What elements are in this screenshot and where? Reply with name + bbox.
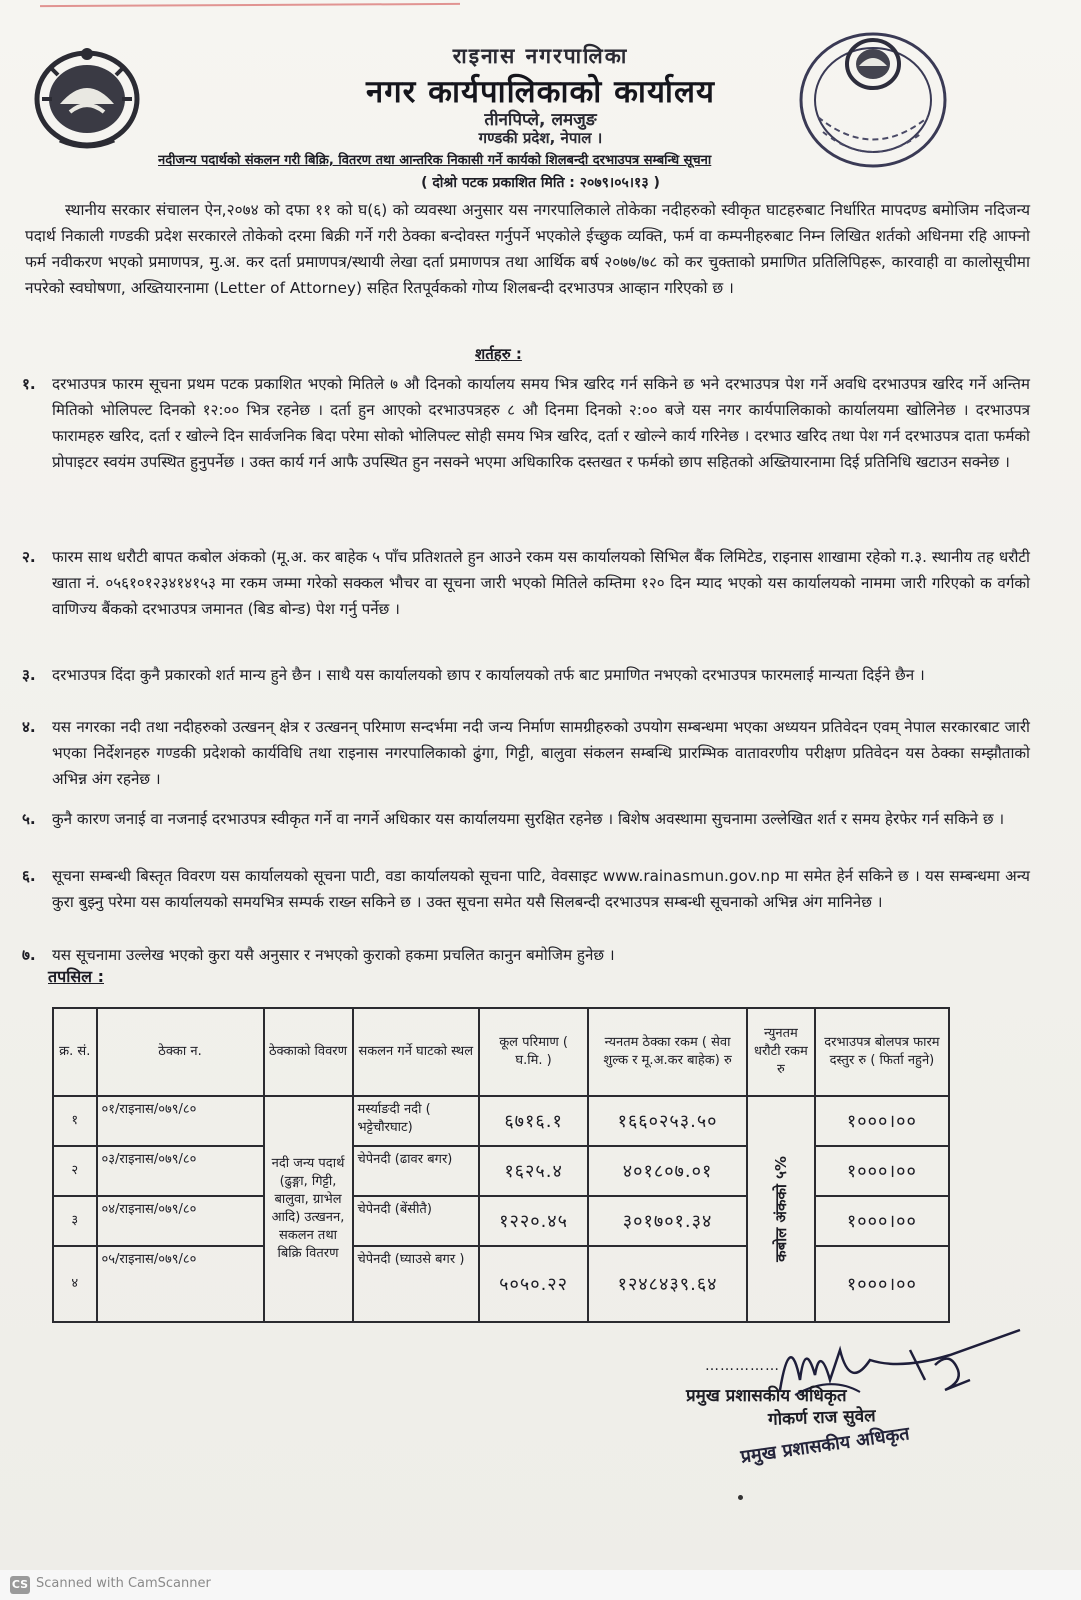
column-header: कूल परिमाण ( घ.मि. ) <box>479 1008 588 1096</box>
volume-cell: ६७१६.१ <box>479 1096 588 1146</box>
serial-cell: ४ <box>53 1246 97 1322</box>
ink-dot <box>738 1495 743 1500</box>
condition-number: ७. <box>22 946 36 964</box>
column-header: क्र. सं. <box>53 1008 97 1096</box>
contract-number-cell: ०१/राइनास/०७९/८० <box>97 1096 264 1146</box>
amount-cell: ३०१७०१.३४ <box>588 1196 747 1246</box>
condition-item <box>22 544 1030 622</box>
volume-cell: १२२०.४५ <box>479 1196 588 1246</box>
condition-number: १. <box>22 375 36 393</box>
table-row <box>53 1096 949 1146</box>
fee-cell: १०००।०० <box>815 1196 949 1246</box>
site-cell: चेपेनदी (बेंसीतै) <box>353 1196 479 1246</box>
deposit-cell <box>747 1096 815 1322</box>
notice-subject: नदीजन्य पदार्थको संकलन गरी बिक्रि, वितरण तथा आन्तरिक निकासी गर्ने कार्यको शिलबन्दी दरभाउपत्र सम्बन्धि सूचना <box>158 153 712 168</box>
signature-dots: …………… <box>705 1358 780 1374</box>
province-name: गण्डकी प्रदेश, नेपाल । <box>478 129 603 147</box>
condition-number: ३. <box>22 666 36 684</box>
condition-item <box>22 714 1030 792</box>
fee-cell: १०००।०० <box>815 1146 949 1196</box>
column-header: दरभाउपत्र बोलपत्र फारम दस्तुर रु ( फिर्ता नहुने) <box>815 1008 949 1096</box>
fee-cell: १०००।०० <box>815 1096 949 1146</box>
signatory-title: प्रमुख प्रशासकीय अधिकृत <box>686 1386 847 1406</box>
intro-paragraph: स्थानीय सरकार संचालन ऐन,२०७४ को दफा ११ को घ(६) को व्यवस्था अनुसार यस नगरपालिकाले तोकेका नदीहरुको स्वीकृत घाटहरुबाट निर्धारित मापदण्ड बमोजिम नदिजन्य पदार्थ निकाली गण्डकी प्रदेश सरकारले तोकेको दरमा बिक्री गर्ने गरी ठेक्का बन्दोवस्त गर्नुपर्ने भएकोले ईच्छुक व्यक्ति, फर्म वा कम्पनीहरुबाट निम्न लिखित शर्तको अधिनमा रहि आफ्नो फर्म नवीकरण भएको प्रमाणपत्र, मु.अ. कर दर्ता प्रमाणपत्र/स्थायी लेखा दर्ता प्रमाणपत्र तथा आर्थिक बर्ष २०७७/७८ को कर चुक्ताको प्रमाणित प्रतिलिपिहरू, कारवाही वा कालोसूचीमा नपरेको स्वघोषणा, अख्तियारनामा (Letter of Attorney) सहित रितपूर्वकको गोप्य शिलबन्दी दरभाउपत्र आव्हान गरिएको छ । <box>25 201 1030 297</box>
volume-cell: १६२५.४ <box>479 1146 588 1196</box>
office-name: नगर कार्यपालिकाको कार्यालय <box>366 74 715 110</box>
serial-cell: १ <box>53 1096 97 1146</box>
amount-cell: ४०१८०७.०१ <box>588 1146 747 1196</box>
condition-text: दरभाउपत्र फारम सूचना प्रथम पटक प्रकाशित भएको मितिले ७ औ दिनको कार्यालय समय भित्र खरिद गर्न सकिने छ भने दरभाउपत्र पेश गर्ने अवधि दरभाउपत्र खरिद गर्ने अन्तिम मितिको भोलिपल्ट दिनको १२:०० भित्र रहनेछ । दर्ता हुन आएको दरभाउपत्रहरु ८ औ दिनमा दिनको २:०० बजे यस नगर कार्यपालिकाको कार्यालयमा खोलिनेछ । दरभाउपत्र फारामहरु खरिद, दर्ता र खोल्ने दिन सार्वजनिक बिदा परेमा सोको भोलिपल्ट सोही समय भित्र खरिद, दर्ता र खोल्ने कार्य गरिनेछ । दरभाउ खरिद तथा पेश गर्न दरभाउपत्र दाता फर्मको प्रोपाइटर स्वयंम उपस्थित हुनुपर्नेछ । उक्त कार्य गर्न आफै उपस्थित हुन नसक्ने भएमा अधिकारिक दस्तखत र फर्मको छाप सहितको अख्तियारनामा दिई प्रतिनिधि खटाउन सक्नेछ । <box>52 375 1030 471</box>
deposit-text: कबोल अंकको ५% <box>771 1156 790 1262</box>
conditions-title: शर्तहरु : <box>475 345 522 363</box>
condition-number: २. <box>22 548 36 566</box>
condition-number: ५. <box>22 810 36 828</box>
office-location: तीनपिप्ले, लमजुङ <box>484 110 597 130</box>
column-header: सकलन गर्ने घाटको स्थल <box>353 1008 479 1096</box>
camscanner-logo-icon: CS <box>10 1576 30 1594</box>
condition-text: कुनै कारण जनाई वा नजनाई दरभाउपत्र स्वीकृत गर्ने वा नगर्ने अधिकार यस कार्यालयमा सुरक्षित रहनेछ । बिशेष अवस्थामा सुचनामा उल्लेखित शर्त र समय हेरफेर गर्न सकिने छ । <box>52 810 1005 828</box>
published-date: ( दोश्रो पटक प्रकाशित मिति : २०७९।०५।१३ ) <box>421 175 660 191</box>
column-header: न्युनतम धरौटी रकम रु <box>747 1008 815 1096</box>
volume-cell: ५०५०.२२ <box>479 1246 588 1322</box>
condition-text: दरभाउपत्र दिंदा कुनै प्रकारको शर्त मान्य हुने छैन । साथै यस कार्यालयको छाप र कार्यालयको तर्फ बाट प्रमाणित नभएको दरभाउपत्र फारमलाई मान्यता दिईने छैन । <box>52 666 925 684</box>
column-header: ठेक्काको विवरण <box>264 1008 353 1096</box>
amount-cell: १२४८४३९.६४ <box>588 1246 747 1322</box>
municipality-name: राइनास नगरपालिका <box>452 44 629 68</box>
amount-cell: १६६०२५३.५० <box>588 1096 747 1146</box>
condition-text: यस नगरका नदी तथा नदीहरुको उत्खनन् क्षेत्र र उत्खनन् परिमाण सन्दर्भमा नदी जन्य निर्माण सामग्रीहरुको उपयोग सम्बन्धमा भएका अध्ययन प्रतिवेदन एवम् नेपाल सरकारबाट जारी भएका निर्देशनहरु गण्डकी प्रदेशको कार्यविधि तथा राइनास नगरपालिकाको ढुंगा, गिट्टी, बालुवा संकलन सम्बन्धि प्रारम्भिक वातावरणीय परीक्षण प्रतिवेदन यस ठेक्का सम्झौताको अभिन्न अंग रहनेछ । <box>52 718 1030 788</box>
condition-number: ६. <box>22 867 36 885</box>
condition-item <box>22 662 1030 688</box>
condition-item <box>22 371 1030 475</box>
contract-number-cell: ०४/राइनास/०७९/८० <box>97 1196 264 1246</box>
table-row <box>53 1146 949 1196</box>
site-cell: चेपेनदी (घ्याउसे बगर ) <box>353 1246 479 1322</box>
serial-cell: ३ <box>53 1196 97 1246</box>
column-header: न्यनतम ठेक्का रकम ( सेवा शुल्क र मू.अ.कर बाहेक) रु <box>588 1008 747 1096</box>
signatory-name: गोकर्ण राज सुवेल <box>767 1406 876 1430</box>
condition-text: सूचना सम्बन्धी बिस्तृत विवरण यस कार्यालयको सूचना पाटी, वडा कार्यालयको सूचना पाटि, वेवसाइट www.rainasmun.gov.np मा समेत हेर्न सकिने छ । यस सम्बन्धमा अन्य कुरा बुझ्नु परेमा यस कार्यालयको समयभित्र सम्पर्क राख्न सकिने छ । उक्त सूचना समेत यसै सिलबन्दी दरभाउपत्र सम्बन्धी सूचनाको अभिन्न अंग मानिनेछ । <box>52 867 1030 911</box>
condition-item <box>22 863 1030 915</box>
description-cell: नदी जन्य पदार्थ (ढुङ्गा, गिट्टी, बालुवा, ग्राभेल आदि) उत्खनन, सकलन तथा बिक्रि वितरण <box>264 1096 353 1322</box>
contract-table <box>52 1007 950 1323</box>
table-title: तपसिल : <box>48 967 104 986</box>
scanner-watermark: Scanned with CamScanner <box>36 1576 211 1591</box>
stamp-title: प्रमुख प्रशासकीय अधिकृत <box>739 1423 911 1468</box>
table-row <box>53 1196 949 1246</box>
top-scan-mark <box>40 0 460 7</box>
condition-number: ४. <box>22 718 36 736</box>
contract-number-cell: ०३/राइनास/०७९/८० <box>97 1146 264 1196</box>
serial-cell: २ <box>53 1146 97 1196</box>
condition-item <box>22 942 1030 968</box>
contract-number-cell: ०५/राइनास/०७९/८० <box>97 1246 264 1322</box>
condition-text: यस सूचनामा उल्लेख भएको कुरा यसै अनुसार र नभएको कुराको हकमा प्रचलित कानुन बमोजिम हुनेछ । <box>52 946 615 964</box>
fee-cell: १०००।०० <box>815 1246 949 1322</box>
condition-text: फारम साथ धरौटी बापत कबोल अंकको (मू.अ. कर बाहेक ५ पाँच प्रतिशतले हुन आउने रकम यस कार्यालयको सिभिल बैंक लिमिटेड, राइनास शाखामा रहेको ग.३. स्थानीय तह धरौटी खाता नं. ०५६१०१२३४१४१५३ मा रकम जम्मा गरेको सक्कल भौचर वा सूचना जारी भएको मितिले कम्तिमा १२० दिन म्याद भएको यस कार्यालयको नाममा जारी गरिएको क वर्गको वाणिज्य बैंकको दरभाउपत्र जमानत (बिड बोन्ड) पेश गर्नु पर्नेछ । <box>52 548 1030 618</box>
site-cell: मर्स्याङदी नदी ( भट्टेचौरघाट) <box>353 1096 479 1146</box>
table-row <box>53 1246 949 1322</box>
column-header: ठेक्का न. <box>97 1008 264 1096</box>
scanner-footer <box>0 1570 1081 1600</box>
site-cell: चेपेनदी (ढावर बगर) <box>353 1146 479 1196</box>
table-header-row <box>53 1008 949 1096</box>
condition-item <box>22 806 1030 832</box>
